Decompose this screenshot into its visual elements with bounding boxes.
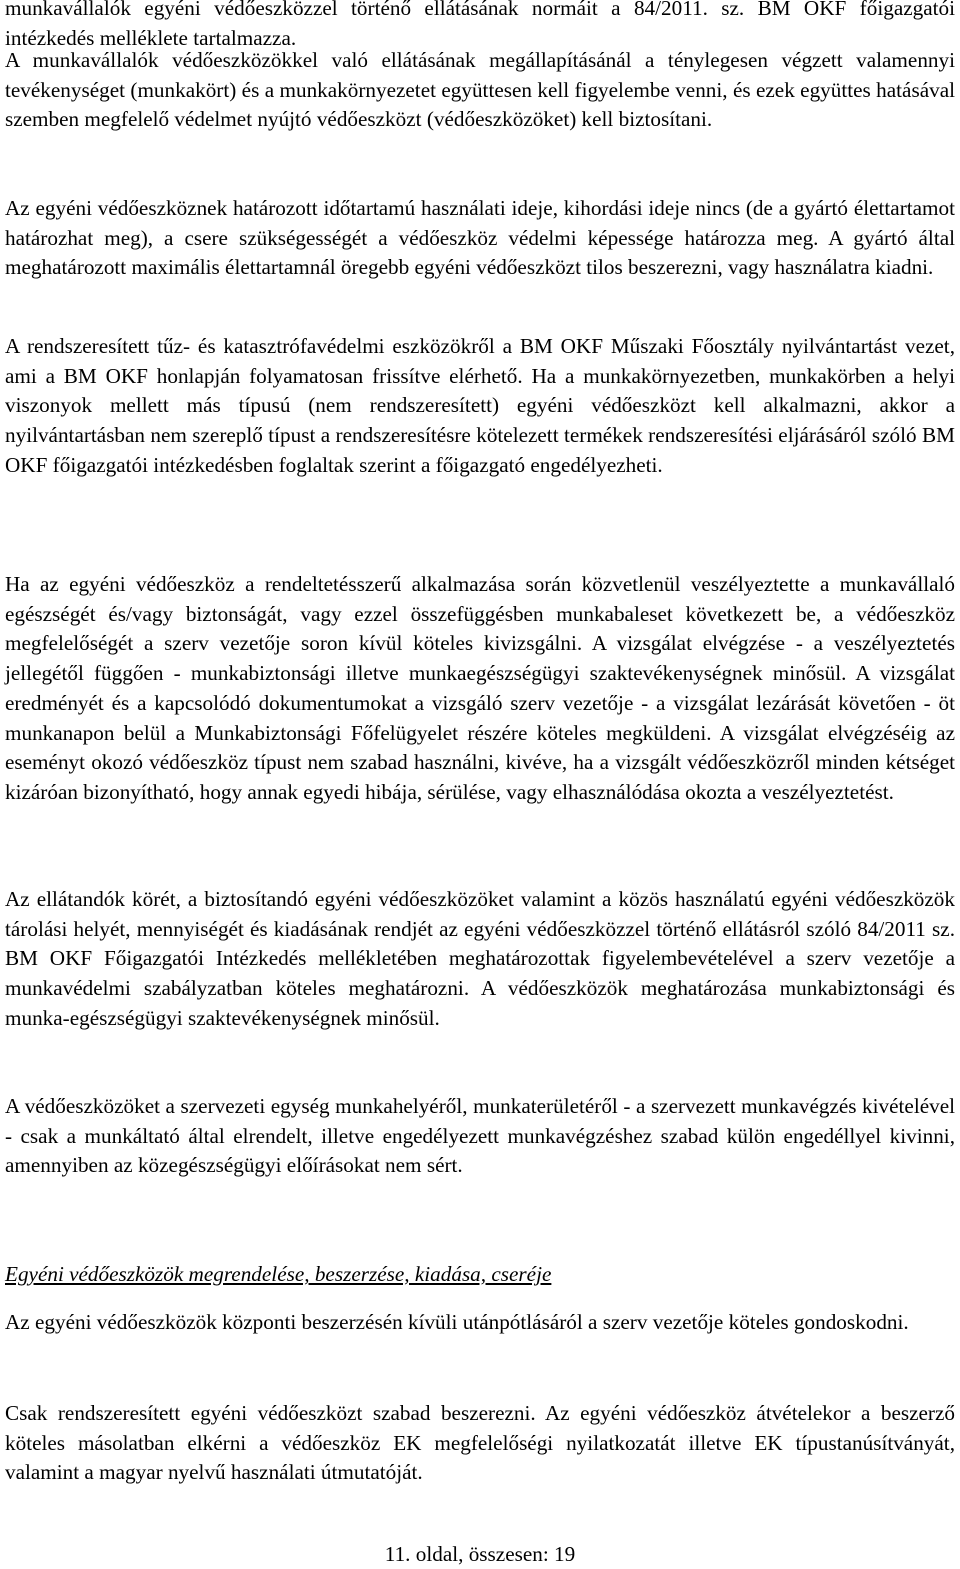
paragraph-4: Ha az egyéni védőeszköz a rendeltetésszerű alkalmazása során közvetlenül veszélyeztette a munkavállaló egészségét és/vagy biztonságát, vagy ezzel összefüggésben munkabaleset következett be, a védőeszköz megfelelőségét a szerv vezetője soron kívül köteles kivizsgálni. A vizsgálat elvégzése - a veszélyeztetés jellegétől függően - munkabiztonsági illetve munkaegészségügyi szaktevékenységnek minősül. A vizsgálat eredményét és a kapcsolódó dokumentumokat a vizsgáló szerv vezetője - a vizsgálat lezárását követően - öt munkanapon belül a Munkabiztonsági Főfelügyelet részére köteles megküldeni. A vizsgálat elvégzéséig az eseményt okozó védőeszköz típust nem szabad használni, kivéve, ha a vizsgált védőeszközről minden kétséget kizáróan bizonyítható, hogy annak egyedi hibája, sérülése, vagy elhasználódása okozta a veszélyeztetést. — [5, 572, 955, 804]
section-paragraph-2: Csak rendszeresített egyéni védőeszközt szabad beszerezni. Az egyéni védőeszköz átvételekor a beszerző köteles másolatban elkérni a védőeszköz EK megfelelőségi nyilatkozatát illetve EK típustanúsítványát, valamint a magyar nyelvű használati útmutatóját. — [5, 1401, 955, 1485]
paragraph-6: A védőeszközöket a szervezeti egység munkahelyéről, munkaterületéről - a szervezett munkavégzés kivételével - csak a munkáltató által elrendelt, illetve engedélyezett munkavégzéshez szabad külön engedéllyel kivinni, amennyiben az közegészségügyi előírásokat nem sért. — [5, 1094, 955, 1178]
intro-paragraph: munkavállalók egyéni védőeszközzel történő ellátásának normáit a 84/2011. sz. BM OKF főigazgatói intézkedés melléklete tartalmazza. — [5, 0, 955, 50]
paragraph-5: Az ellátandók körét, a biztosítandó egyéni védőeszközöket valamint a közös használatú egyéni védőeszközök tárolási helyét, mennyiségét és kiadásának rendjét az egyéni védőeszközzel történő ellátásról szóló 84/2011 sz. BM OKF Főigazgatói Intézkedés mellékletében meghatározottak figyelembevételével a szerv vezetője a munkavédelmi szabályzatban köteles meghatározni. A védőeszközök meghatározása munkabiztonsági és munka-egészségügyi szaktevékenységnek minősül. — [5, 887, 955, 1030]
section-heading: Egyéni védőeszközök megrendelése, beszerzése, kiadása, cseréje — [5, 1262, 552, 1286]
section-paragraph-1: Az egyéni védőeszközök központi beszerzésén kívüli utánpótlásáról a szerv vezetője köteles gondoskodni. — [5, 1310, 909, 1334]
page-footer: 11. oldal, összesen: 19 — [384, 1542, 576, 1566]
paragraph-1: A munkavállalók védőeszközökkel való ellátásának megállapításánál a ténylegesen végzett valamennyi tevékenységet (munkakört) és a munkakörnyezetet együttesen kell figyelembe venni, és ezek együttes hatásával szemben megfelelő védelmet nyújtó védőeszközt (védőeszközöket) kell biztosítani. — [5, 48, 955, 132]
paragraph-2: Az egyéni védőeszköznek határozott időtartamú használati ideje, kihordási ideje nincs (de a gyártó élettartamot határozhat meg), a csere szükségességét a védőeszköz védelmi képessége határozza meg. A gyártó által meghatározott maximális élettartamnál öregebb egyéni védőeszközt tilos beszerezni, vagy használatra kiadni. — [5, 196, 955, 280]
paragraph-3: A rendszeresített tűz- és katasztrófavédelmi eszközökről a BM OKF Műszaki Főosztály nyilvántartást vezet, ami a BM OKF honlapján folyamatosan frissítve elérhető. Ha a munkakörnyezetben, munkakörben a helyi viszonyok mellett más típusú (nem rendszeresített) egyéni védőeszközt kell alkalmazni, akkor a nyilvántartásban nem szereplő típust a rendszeresítésre kötelezett termékek rendszeresítési eljárásáról szóló BM OKF főigazgatói intézkedésben foglaltak szerint a főigazgató engedélyezheti. — [5, 334, 955, 477]
